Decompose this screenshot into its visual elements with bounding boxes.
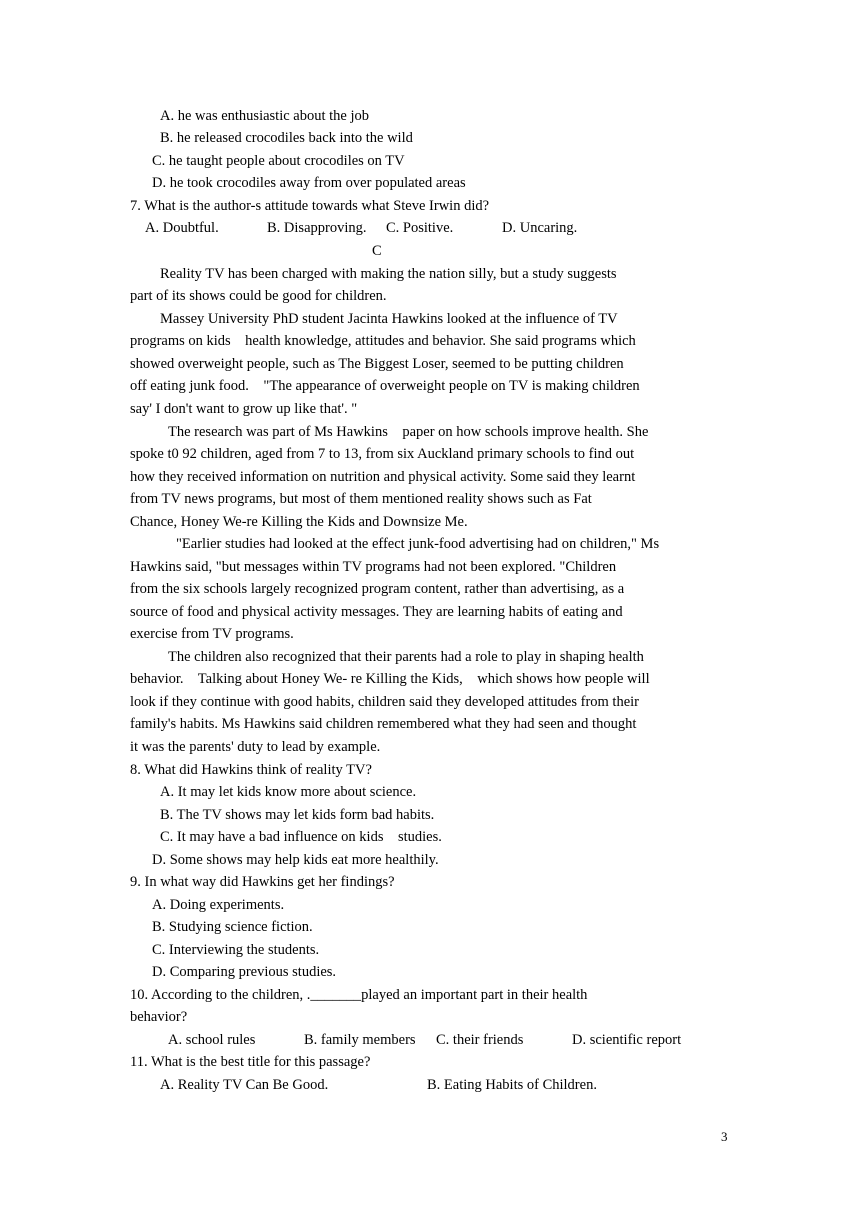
paragraph-line: "Earlier studies had looked at the effect junk-food advertising had on children," Ms [176, 536, 660, 552]
paragraph-line: Chance, Honey We-re Killing the Kids and Downsize Me. [130, 514, 468, 530]
q7-option-d: D. Uncaring. [502, 220, 578, 236]
paragraph-line: from TV news programs, but most of them mentioned reality shows such as Fat [130, 491, 592, 507]
q6-option-a: A. he was enthusiastic about the job [160, 108, 369, 124]
q10-option-c: C. their friends [436, 1032, 524, 1048]
paragraph-line: The children also recognized that their parents had a role to play in shaping health [168, 649, 644, 665]
q10-question: 10. According to the children, ._______played an important part in their health [130, 987, 588, 1003]
section-heading: C [372, 243, 382, 259]
q9-option-d: D. Comparing previous studies. [152, 964, 337, 980]
q11-option-a: A. Reality TV Can Be Good. [160, 1077, 329, 1093]
paragraph-line: from the six schools largely recognized program content, rather than advertising, as a [130, 581, 625, 597]
q9-option-c: C. Interviewing the students. [152, 942, 320, 958]
q10-option-a: A. school rules [168, 1032, 256, 1048]
q8-question: 8. What did Hawkins think of reality TV? [130, 762, 372, 778]
paragraph-line: part of its shows could be good for children. [130, 288, 387, 304]
paragraph-line: look if they continue with good habits, children said they developed attitudes from their [130, 694, 639, 710]
q10-option-d: D. scientific report [572, 1032, 682, 1048]
paragraph-line: say' I don't want to grow up like that'. " [130, 401, 358, 417]
q8-option-c: C. It may have a bad influence on kids studies. [160, 829, 442, 845]
q7-question: 7. What is the author-s attitude towards what Steve Irwin did? [130, 198, 490, 214]
paragraph-line: off eating junk food. "The appearance of overweight people on TV is making children [130, 378, 640, 394]
q9-option-b: B. Studying science fiction. [152, 919, 313, 935]
q7-option-b: B. Disapproving. [267, 220, 367, 236]
q10-option-b: B. family members [304, 1032, 416, 1048]
paragraph-line: source of food and physical activity messages. They are learning habits of eating and [130, 604, 623, 620]
q7-option-c: C. Positive. [386, 220, 454, 236]
q9-question: 9. In what way did Hawkins get her findings? [130, 874, 395, 890]
q6-option-b: B. he released crocodiles back into the wild [160, 130, 413, 146]
q6-option-d: D. he took crocodiles away from over populated areas [152, 175, 466, 191]
q10-question-continued: behavior? [130, 1009, 188, 1025]
paragraph-line: family's habits. Ms Hawkins said children remembered what they had seen and thought [130, 716, 637, 732]
paragraph-line: Reality TV has been charged with making the nation silly, but a study suggests [160, 266, 617, 282]
paragraph-line: Massey University PhD student Jacinta Hawkins looked at the influence of TV [160, 311, 618, 327]
q11-option-b: B. Eating Habits of Children. [427, 1077, 597, 1093]
q11-question: 11. What is the best title for this passage? [130, 1054, 371, 1070]
paragraph-line: spoke t0 92 children, aged from 7 to 13, from six Auckland primary schools to find out [130, 446, 635, 462]
q8-option-a: A. It may let kids know more about science. [160, 784, 417, 800]
paragraph-line: exercise from TV programs. [130, 626, 294, 642]
page-number: 3 [721, 1129, 728, 1144]
paragraph-line: it was the parents' duty to lead by example. [130, 739, 381, 755]
paragraph-line: behavior. Talking about Honey We- re Killing the Kids, which shows how people will [130, 671, 650, 687]
q7-option-a: A. Doubtful. [145, 220, 219, 236]
q6-option-c: C. he taught people about crocodiles on TV [152, 153, 405, 169]
paragraph-line: programs on kids health knowledge, attitudes and behavior. She said programs which [130, 333, 636, 349]
paragraph-line: The research was part of Ms Hawkins paper on how schools improve health. She [168, 424, 649, 440]
q8-option-d: D. Some shows may help kids eat more healthily. [152, 852, 439, 868]
paragraph-line: how they received information on nutrition and physical activity. Some said they learnt [130, 469, 636, 485]
paragraph-line: showed overweight people, such as The Biggest Loser, seemed to be putting children [130, 356, 624, 372]
paragraph-line: Hawkins said, "but messages within TV programs had not been explored. "Children [130, 559, 617, 575]
q8-option-b: B. The TV shows may let kids form bad habits. [160, 807, 435, 823]
q9-option-a: A. Doing experiments. [152, 897, 285, 913]
